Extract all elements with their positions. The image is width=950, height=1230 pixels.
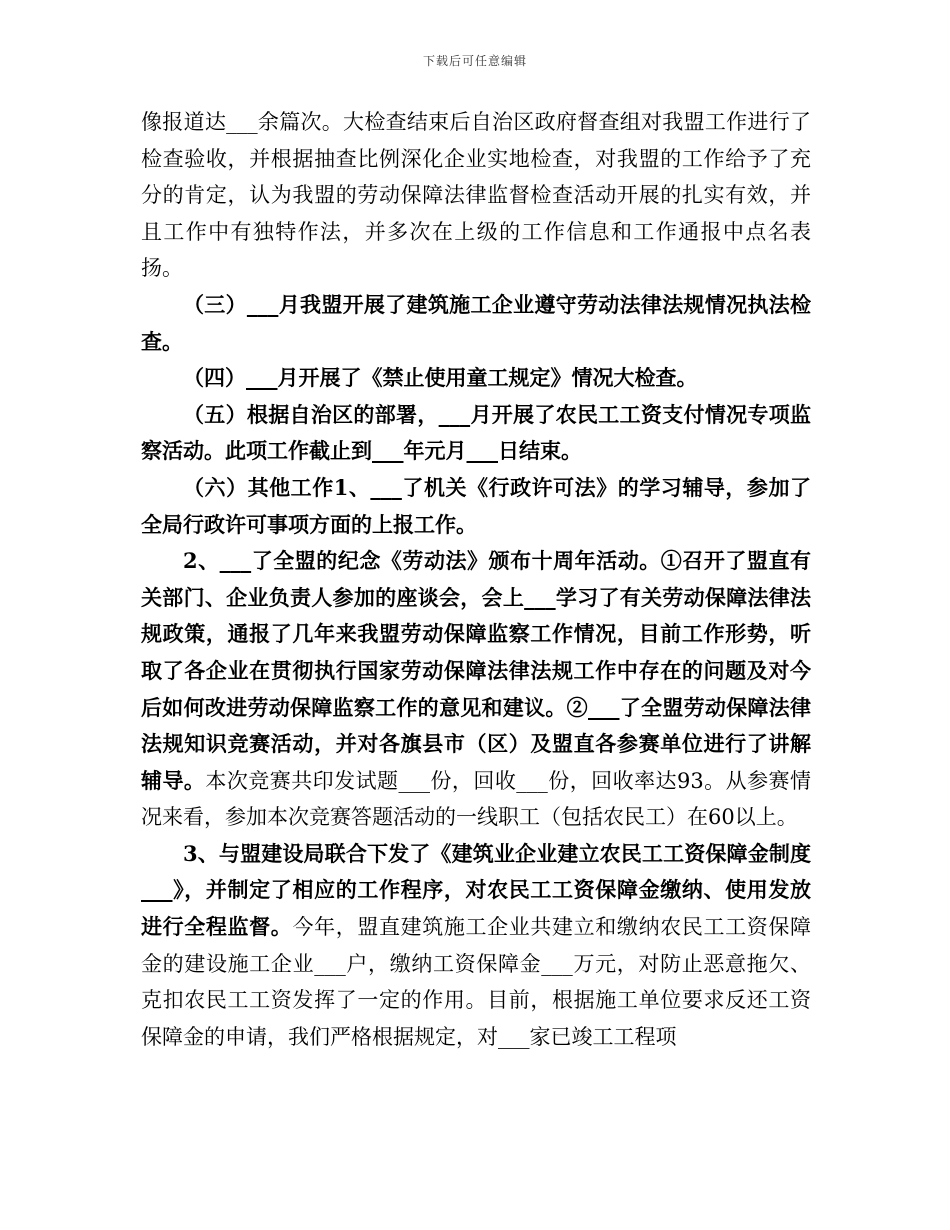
page-header: 下载后可任意编辑 bbox=[422, 54, 527, 68]
paragraph-text: （六）其他工作1、___了机关《行政许可法》的学习辅导，参加了全局行政许可事项方面的上报工作。 bbox=[141, 474, 811, 537]
paragraph-text: 今年，盟直建筑施工企业共建立和缴纳农民工工资保障金的建设施工企业___户，缴纳工资保障金___万元，对防止恶意拖欠、克扣农民工工资发挥了一定的作用。目前，根据施工单位要求反还工资保障金的申请，我们严格根据规定，对___家已竣工工程项 bbox=[141, 915, 812, 1049]
paragraph-1 bbox=[141, 104, 811, 287]
paragraph-text: 本次竞赛共印发试题___份，回收___份，回收率达93。从参赛情况来看，参加本次竞赛答题活动的一线职工（包括农民工）在60以上。 bbox=[141, 768, 811, 830]
paragraph-7 bbox=[141, 836, 811, 1056]
document-body bbox=[141, 104, 811, 1055]
paragraph-text-bold: 2、___了全盟的纪念《劳动法》颁布十周年活动。①召开了盟直有关部门、企业负责人参加的座谈会，会上___学习了有关劳动保障法律法规政策，通报了几年来我盟劳动保障监察工作情况，目前工作形势，听取了各企业在贯彻执行国家劳动保障法律法规工作中存在的问题及对今后如何改进劳动保障监察工作的意见和建议。②___了全盟劳动保障法律法规知识竞赛活动，并对各旗县市（区）及盟直各参赛单位进行了讲解辅导。 bbox=[141, 548, 811, 793]
paragraph-2 bbox=[141, 287, 811, 360]
paragraph-6 bbox=[141, 543, 811, 836]
paragraph-3 bbox=[141, 360, 811, 397]
paragraph-4 bbox=[141, 397, 811, 470]
paragraph-text: （三）___月我盟开展了建筑施工企业遵守劳动法律法规情况执法检查。 bbox=[141, 291, 811, 354]
paragraph-5 bbox=[141, 470, 811, 543]
paragraph-text: （四）___月开展了《禁止使用童工规定》情况大检查。 bbox=[183, 365, 698, 391]
paragraph-text: （五）根据自治区的部署，___月开展了农民工工资支付情况专项监察活动。此项工作截止到___年元月___日结束。 bbox=[141, 401, 811, 464]
paragraph-text-bold: 3、与盟建设局联合下发了《建筑业企业建立农民工工资保障金制度___》，并制定了相应的工作程序，对农民工工资保障金缴纳、使用发放进行全程监督。 bbox=[141, 840, 811, 940]
paragraph-text: 像报道达___余篇次。大检查结束后自治区政府督查组对我盟工作进行了检查验收，并根据抽查比例深化企业实地检查，对我盟的工作给予了充分的肯定，认为我盟的劳动保障法律监督检查活动开展的扎实有效，并且工作中有独特作法，并多次在上级的工作信息和工作通报中点名表扬。 bbox=[141, 110, 811, 281]
